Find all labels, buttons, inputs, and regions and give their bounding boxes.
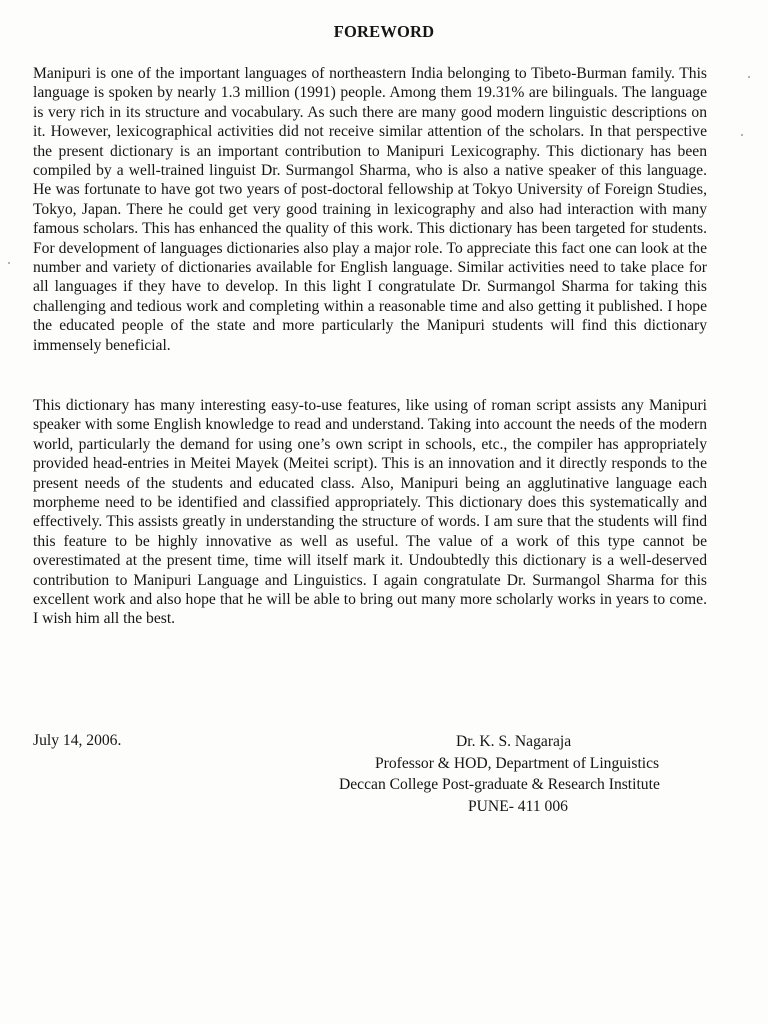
signatory-institution: Deccan College Post-graduate & Research Institute xyxy=(339,776,660,793)
foreword-paragraph-2: This dictionary has many interesting easy-to-use features, like using of roman script assists any Manipuri speaker with some English knowledge to read and understand. Taking into account the needs of the modern world, particularly the demand for using one’s own script in schools, etc., the compiler has appropriately provided head-entries in Meitei Mayek (Meitei script). This is an innovation and it directly responds to the present needs of the students and educated class. Also, Manipuri being an agglutinative language each morpheme need to be identified and classified appropriately. This dictionary does this systematically and effectively. This assists greatly in understanding the structure of words. I am sure that the students will find this feature to be highly innovative as well as useful. The value of a work of this type cannot be overestimated at the present time, time will itself mark it. Undoubtedly this dictionary is a well-deserved contribution to Manipuri Language and Linguistics. I again congratulate Dr. Surmangol Sharma for this excellent work and also hope that he will be able to bring out many more scholarly works in years to come. I wish him all the best. xyxy=(33,397,707,628)
foreword-date: July 14, 2006. xyxy=(33,732,122,749)
scan-speck xyxy=(741,134,743,136)
signature-block xyxy=(318,731,768,817)
signatory-name: Dr. K. S. Nagaraja xyxy=(456,733,572,750)
scan-speck xyxy=(8,262,10,264)
signatory-position: Professor & HOD, Department of Linguistics xyxy=(375,754,660,772)
signatory-city: PUNE- 411 006 xyxy=(468,797,568,815)
foreword-paragraph-1: Manipuri is one of the important languages of northeastern India belonging to Tibeto-Burman family. This language is spoken by nearly 1.3 million (1991) people. Among them 19.31% are bilinguals. The language is very rich in its structure and vocabulary. As such there are many good modern linguistic descriptions on it. However, lexicographical activities did not receive similar attention of the scholars. In that perspective the present dictionary is an important contribution to Manipuri Lexicography. This dictionary has been compiled by a well-trained linguist Dr. Surmangol Sharma, who is also a native speaker of this language. He was fortunate to have got two years of post-doctoral fellowship at Tokyo University of Foreign Studies, Tokyo, Japan. There he could get very good training in lexicography and also had interaction with many famous scholars. This has enhanced the quality of this work. This dictionary has been targeted for students. For development of languages dictionaries also play a major role. To appreciate this fact one can look at the number and variety of dictionaries available for English language. Similar activities need to take place for all languages if they have to develop. In this light I congratulate Dr. Surmangol Sharma for taking this challenging and tedious work and completing within a reasonable time and also getting it published. I hope the educated people of the state and more particularly the Manipuri students will find this dictionary immensely beneficial. xyxy=(33,65,707,354)
scan-speck xyxy=(748,76,750,78)
page-title: FOREWORD xyxy=(333,22,435,41)
